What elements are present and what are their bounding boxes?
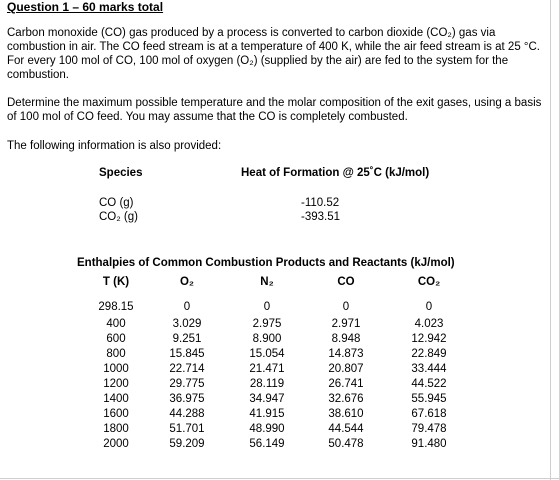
table-row [85, 297, 473, 316]
info-intro: The following information is also provided: [7, 140, 222, 152]
o2-cell: 29.775 [169, 377, 205, 390]
table-row [85, 346, 473, 361]
temperature-cell: 600 [106, 332, 126, 345]
co2-cell: 12.942 [411, 332, 447, 345]
temperature-cell: 1400 [103, 392, 129, 405]
table-row [85, 331, 473, 346]
n2-cell: 0 [263, 300, 271, 313]
temperature-cell: 400 [106, 317, 126, 330]
co-cell: 0 [342, 300, 350, 313]
table-row [85, 436, 473, 451]
heat-of-formation-table [99, 166, 511, 224]
co-cell: 14.873 [328, 347, 364, 360]
table-header-row [85, 275, 473, 297]
n2-cell: 56.149 [249, 437, 285, 450]
table-row [85, 376, 473, 391]
n2-cell: 48.990 [249, 422, 285, 435]
o2-cell: 15.845 [169, 347, 205, 360]
table-row [85, 421, 473, 436]
temperature-cell: 1000 [103, 362, 129, 375]
enthalpy-table-body [85, 297, 473, 451]
co-cell: 50.478 [328, 437, 364, 450]
o2-cell: 59.209 [169, 437, 205, 450]
temperature-cell: 1800 [103, 422, 129, 435]
column-header-species: Species [99, 167, 143, 179]
table-row [99, 210, 511, 224]
frame-border-bottom [0, 478, 559, 479]
n2-cell: 15.054 [249, 347, 285, 360]
species-cell: CO₂ (g) [99, 211, 138, 223]
n2-cell: 2.975 [252, 317, 282, 330]
table-row [85, 391, 473, 406]
question-heading: Question 1 – 60 marks total [7, 0, 164, 14]
temperature-cell: 1600 [103, 407, 129, 420]
co2-cell: 33.444 [411, 362, 447, 375]
frame-border-right [550, 0, 551, 480]
n2-cell: 34.947 [249, 392, 285, 405]
co2-cell: 4.023 [414, 317, 444, 330]
table-header-row [99, 166, 511, 184]
enthalpy-table-title: Enthalpies of Common Combustion Products and Reactants (kJ/mol) [77, 257, 455, 269]
column-header-co2: CO₂ [417, 276, 441, 288]
heat-of-formation-cell: -393.51 [301, 211, 341, 223]
co-cell: 20.807 [328, 362, 364, 375]
co-cell: 26.741 [328, 377, 364, 390]
column-header-o2: O₂ [179, 276, 195, 288]
column-header-temperature: T (K) [102, 276, 130, 288]
heat-of-formation-cell: -110.52 [301, 197, 340, 209]
column-header-heat-of-formation: Heat of Formation @ 25˚C (kJ/mol) [241, 167, 430, 179]
co2-cell: 79.478 [411, 422, 447, 435]
co2-cell: 55.945 [411, 392, 447, 405]
temperature-cell: 298.15 [98, 300, 134, 313]
problem-statement: Carbon monoxide (CO) gas produced by a process is converted to carbon dioxide (CO₂) gas via combustion in air. The CO feed stream is at a temperature of 400 K, while the air feed stream is at 25 °C. For every 100 mol of CO, 100 mol of oxygen (O₂) (supplied by the air) are fed to the system for the combustion. [7, 27, 541, 81]
n2-cell: 41.915 [249, 407, 285, 420]
co2-cell: 91.480 [411, 437, 447, 450]
temperature-cell: 800 [106, 347, 126, 360]
co2-cell: 44.522 [411, 377, 447, 390]
co-cell: 32.676 [328, 392, 364, 405]
co2-cell: 67.618 [411, 407, 447, 420]
o2-cell: 22.714 [169, 362, 205, 375]
o2-cell: 51.701 [169, 422, 205, 435]
table-row [85, 361, 473, 376]
co-cell: 44.544 [328, 422, 364, 435]
co-cell: 8.948 [331, 332, 361, 345]
o2-cell: 0 [183, 300, 191, 313]
n2-cell: 28.119 [249, 377, 285, 390]
temperature-cell: 1200 [103, 377, 129, 390]
species-cell: CO (g) [99, 197, 134, 209]
table-row [85, 406, 473, 421]
o2-cell: 9.251 [172, 332, 202, 345]
o2-cell: 44.288 [169, 407, 205, 420]
co-cell: 2.971 [331, 317, 361, 330]
o2-cell: 36.975 [169, 392, 205, 405]
n2-cell: 21.471 [249, 362, 285, 375]
column-header-n2: N₂ [260, 276, 274, 288]
task-statement: Determine the maximum possible temperature and the molar composition of the exit gases, using a basis of 100 mol of CO feed. You may assume that the CO is completely combusted. [7, 97, 542, 123]
co2-cell: 0 [425, 300, 433, 313]
column-header-co: CO [337, 276, 355, 288]
table-row [85, 316, 473, 331]
o2-cell: 3.029 [172, 317, 202, 330]
enthalpy-table [85, 275, 473, 451]
table-row [99, 196, 511, 210]
co2-cell: 22.849 [411, 347, 447, 360]
co-cell: 38.610 [328, 407, 364, 420]
temperature-cell: 2000 [103, 437, 129, 450]
n2-cell: 8.900 [252, 332, 282, 345]
